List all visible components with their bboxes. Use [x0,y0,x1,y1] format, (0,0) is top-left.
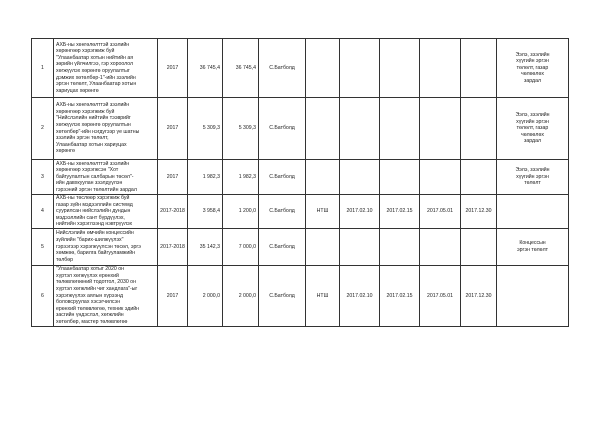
row-description: Нийслэлийн өмчийн концессийн зүйлийн "барих-шилжүүлэх" гэрээгээр хэрэгжүүлсэн төсөл, эргэ хөмжөө, барилга байгууламжийн төлбөр [54,228,158,265]
row-number: 6 [32,265,54,326]
row-description: "Улаанбаатар хотыг 2020 он хүртэл хөгжүүлэх ерөнхий төлөвлөгөөний тодотгол, 2030 он хүртэл хөгжлийн чиг хандлага"-ыг хэрэгжүүлэх аялын хүрээнд боловсруулах хэсэгчилсэн ерөнхий төлөвлөгөө, техник эдийн засгийн үндэслэл, хөгжлийн хөтөлбөр, мастер төлөвлөгөө [54,265,158,326]
table-row [32,195,569,229]
table-body [32,39,569,327]
row-total-amount: 1 982,3 [188,160,223,195]
row-responsible-person: С.Батболд [259,98,306,160]
row-number: 3 [32,160,54,195]
row-date-2 [380,228,420,265]
row-note [497,265,569,326]
row-code [306,228,340,265]
row-code [306,98,340,160]
row-description: АХБ-ны хөнгөлөлттэй зээлийн хөрөнгөөр хэрэгжсэн "Хот байгуулалтын салбарын төсөл"- ийн давхкуулан зээлдүүлэн гэрээний эргэн төлөлтийн зардал [54,160,158,195]
row-year: 2017 [158,98,188,160]
row-allocated-amount: 7 000,0 [223,228,259,265]
table-row [32,228,569,265]
row-responsible-person: С.Батболд [259,228,306,265]
row-description: АХБ-ны хөнгөлөлттэй зээлийн хөрөнгөөр хэрэгжиж буй "Нийслэлийн нийтийн тээврийг хөгжүүлэх хөрөнгө оруулалтын хөтөлбөр"-ийн нэгдүгээр үе шатны зээлийн эргэн төлөлт, Улаанбаатар хотын хариуцах хөрөнгө [54,98,158,160]
row-date-4: 2017.12.30 [461,265,497,326]
row-date-3 [420,228,461,265]
budget-table [31,38,569,327]
row-date-1 [340,228,380,265]
row-code: НТШ [306,195,340,229]
row-code [306,160,340,195]
row-date-2 [380,160,420,195]
row-date-2 [380,39,420,98]
row-note: Концессын эргэн төлөлт [497,228,569,265]
table-row [32,39,569,98]
row-responsible-person: С.Батболд [259,39,306,98]
row-date-3: 2017.05.01 [420,195,461,229]
row-description: АХБ-ны хөнгөлөлттэй зээлийн хөрөнгөөр хэрэгжиж буй "Улаанбаатар хотын нийтийн ая зөрийн үйлчилгээ, гэр хороолол хөгжүүлэх хөрөнгө оруулалтыг дэмжих хөтөлбөр-1"-ийн зээлийн эргэн төлөлт, Улаанбаатар хотын хариуцах хөрөнгө [54,39,158,98]
row-date-2 [380,98,420,160]
row-number: 4 [32,195,54,229]
row-allocated-amount: 36 745,4 [223,39,259,98]
row-responsible-person: С.Батболд [259,160,306,195]
row-total-amount: 5 309,3 [188,98,223,160]
row-year: 2017 [158,160,188,195]
row-total-amount: 2 000,0 [188,265,223,326]
row-date-3 [420,39,461,98]
row-date-1 [340,160,380,195]
table-row [32,160,569,195]
row-date-1 [340,39,380,98]
row-year: 2017 [158,39,188,98]
row-date-3 [420,98,461,160]
row-number: 2 [32,98,54,160]
row-allocated-amount: 1 982,3 [223,160,259,195]
row-date-3: 2017.05.01 [420,265,461,326]
row-date-1 [340,98,380,160]
row-note: Ээлэ, зээлийн хүүгийн эргэн төлөлт [497,160,569,195]
row-allocated-amount: 2 000,0 [223,265,259,326]
row-date-3 [420,160,461,195]
row-total-amount: 35 142,3 [188,228,223,265]
row-year: 2017 [158,265,188,326]
row-date-4 [461,160,497,195]
row-allocated-amount: 5 309,3 [223,98,259,160]
table-row [32,98,569,160]
row-date-1: 2017.02.10 [340,265,380,326]
row-note: Ээлэ, зээлийн хүүгийн эргэн төлөлт, газар чөлөөлөх зардал [497,98,569,160]
table-row [32,265,569,326]
row-description: АХБ-ны төслөөр хэрэгжиж буй газар зүйн мэдээллийн системд суурилсан нийслэлийн дундын мэдээллийн сант бүрдүүлэх, нийтийн хэрэглээнд нэвтрүүлэх [54,195,158,229]
row-year: 2017-2018 [158,195,188,229]
row-total-amount: 3 958,4 [188,195,223,229]
row-number: 5 [32,228,54,265]
row-responsible-person: С.Батболд [259,265,306,326]
row-date-2: 2017.02.15 [380,265,420,326]
row-allocated-amount: 1 200,0 [223,195,259,229]
row-date-4 [461,39,497,98]
row-date-4: 2017.12.30 [461,195,497,229]
row-number: 1 [32,39,54,98]
row-note: Ээлэ, зээлийн хүүгийн эргэн төлөлт, газар чөлөөлөх зардал [497,39,569,98]
row-date-4 [461,228,497,265]
row-note [497,195,569,229]
row-total-amount: 36 745,4 [188,39,223,98]
row-date-1: 2017.02.10 [340,195,380,229]
row-code: НТШ [306,265,340,326]
row-responsible-person: С.Батболд [259,195,306,229]
row-year: 2017-2018 [158,228,188,265]
row-code [306,39,340,98]
row-date-2: 2017.02.15 [380,195,420,229]
row-date-4 [461,98,497,160]
